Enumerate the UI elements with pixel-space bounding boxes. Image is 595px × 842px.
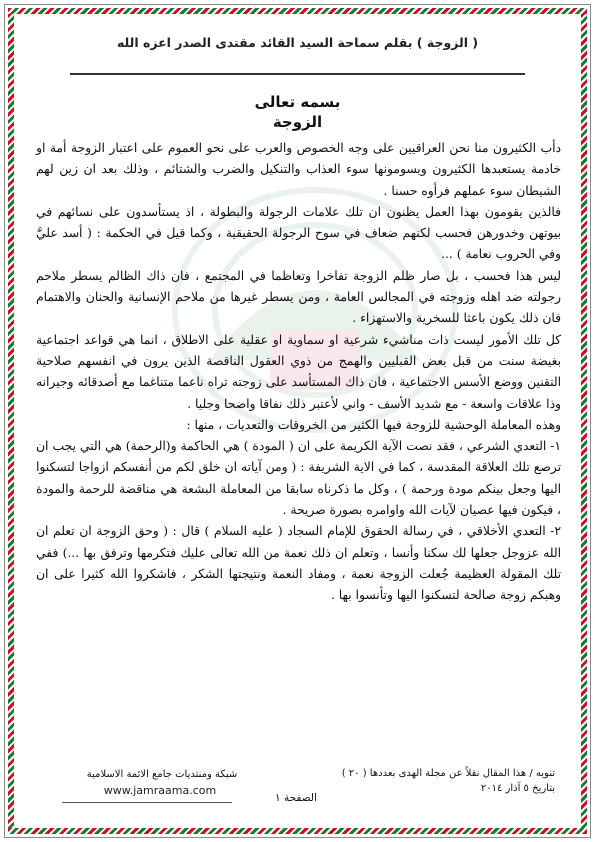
page-footer — [20, 762, 575, 818]
border-stripe-top — [8, 8, 587, 14]
source-note-line: تنويه / هذا المقال نقلاً عن مجلة الهدى بعددها ( ٢٠ ) — [341, 768, 555, 779]
page-number: الصفحة ١ — [275, 792, 317, 804]
border-stripe-left — [8, 14, 14, 828]
paragraph: دأب الكثيرون منا نحن العراقيين على وجه الخصوص والعرب على نحو العموم على اعتبار الزوجة أمة او خادمة يستعبدها الكثيرون ويسومونها سوء العذاب والتنكيل والضرب والشتائم ، وذلك بعد ان زين لهم الشيطان سوء عملهم فرأوه حسنا . — [36, 141, 561, 198]
basmala: بسمه تعالى — [254, 93, 341, 111]
org-name: شبكة ومنتديات جامع الائمة الاسلامية — [86, 769, 238, 780]
paragraph: ٢- التعدي الأخلاقي ، في رسالة الحقوق للإمام السجاد ( عليه السلام ) قال : ( وحق الزوجة ان تعلم ان الله عزوجل جعلها لك سكنا وأنسا ، وتعلم ان ذلك نعمة من الله تعالى عليك فتكرمها وترفق بها ...) ففي تلك المقولة العظيمة جُعلت الزوجة نعمة ، ومفاد النعمة ونتيجتها الشكر ، فاشكروا الله كثيرا على ان وهبكم زوجة صالحة لتسكنوا اليها وتأنسوا بها . — [36, 524, 561, 603]
article-body — [36, 138, 561, 607]
article-title: الزوجة — [272, 113, 323, 131]
article-headings — [20, 92, 575, 132]
paragraph: وهذه المعاملة الوحشية للزوجة فيها الكثير من الخروقات والتعديات ، منها : — [186, 417, 561, 432]
footer-divider — [62, 802, 232, 803]
paragraph: كل تلك الأمور ليست ذات مناشيء شرعية او سماوية او عقلية على الاطلاق ، انما هي قواعد اجتماعية بغيضة سنت من قبل بعض القبليين والهمج من ذوي العقول الناقصة الذين يرون في انفسهم صلاحية التقنين ووضع الأسس الاجتماعية ، فان ذاك المستأسد على زوجته تراه ناعما متناغما مع أصدقائه وجيرانه وذا علاقات واسعة - مع شديد الأسف - واني لأعتبر ذلك نفاقا واضحا وجليا . — [36, 332, 561, 411]
paragraph: ليس هذا فحسب ، بل صار ظلم الزوجة تفاخرا وتعاظما في المجتمع ، فان ذاك الظالم يسطر ملاحم رجولته ضد اهله وزوجته في المجالس العامة ، ومن يسطر غيرها من ملاحم الإنسانية والحنان والاهتمام فان ذلك يكون باعثا للسخرية والاستهزاء . — [36, 268, 561, 326]
website-link[interactable]: www.jamraama.com — [103, 784, 217, 797]
paragraph: ١- التعدي الشرعي ، فقد نصت الآية الكريمة على ان ( المودة ) هي الحاكمة و(الرحمة) هي التي يجب ان ترصع تلك العلاقة المقدسة ، كما في الاية الشريفة : ( ومن آياته ان خلق لكم من أنفسكم ازواجا لتسكنوا اليها وجعل بينكم مودة ورحمة ) ، وكل ما ذكرناه سابقا من المعاملة البشعة هي مناقضة للرحمة والمودة ، فيكون فيها عصيان لآيات الله واوامره بصورة صريحة . — [36, 439, 561, 518]
paragraph: فالذين يقومون بهذا العمل يظنون ان تلك علامات الرجولة والبطولة ، اذ يستأسدون على نسائهم في بيوتهن وخدورهن فحسب لكنهم ضعاف في سوح الرجولة الحقيقية ، وكما قيل في الحكمة : ( أسد عليَّ وفي الحروب نعامة ) ... — [36, 204, 561, 262]
border-stripe-right — [581, 14, 587, 828]
source-note — [295, 766, 555, 796]
source-note-date: بتاريخ ٥ آذار ٢٠١٤ — [480, 783, 555, 794]
document-header — [20, 24, 575, 60]
border-stripe-bottom — [8, 828, 587, 834]
header-title: ( الزوجة ) بقلم سماحة السيد القائد مقتدى الصدر اعزه الله — [116, 34, 479, 50]
header-divider — [70, 73, 525, 75]
